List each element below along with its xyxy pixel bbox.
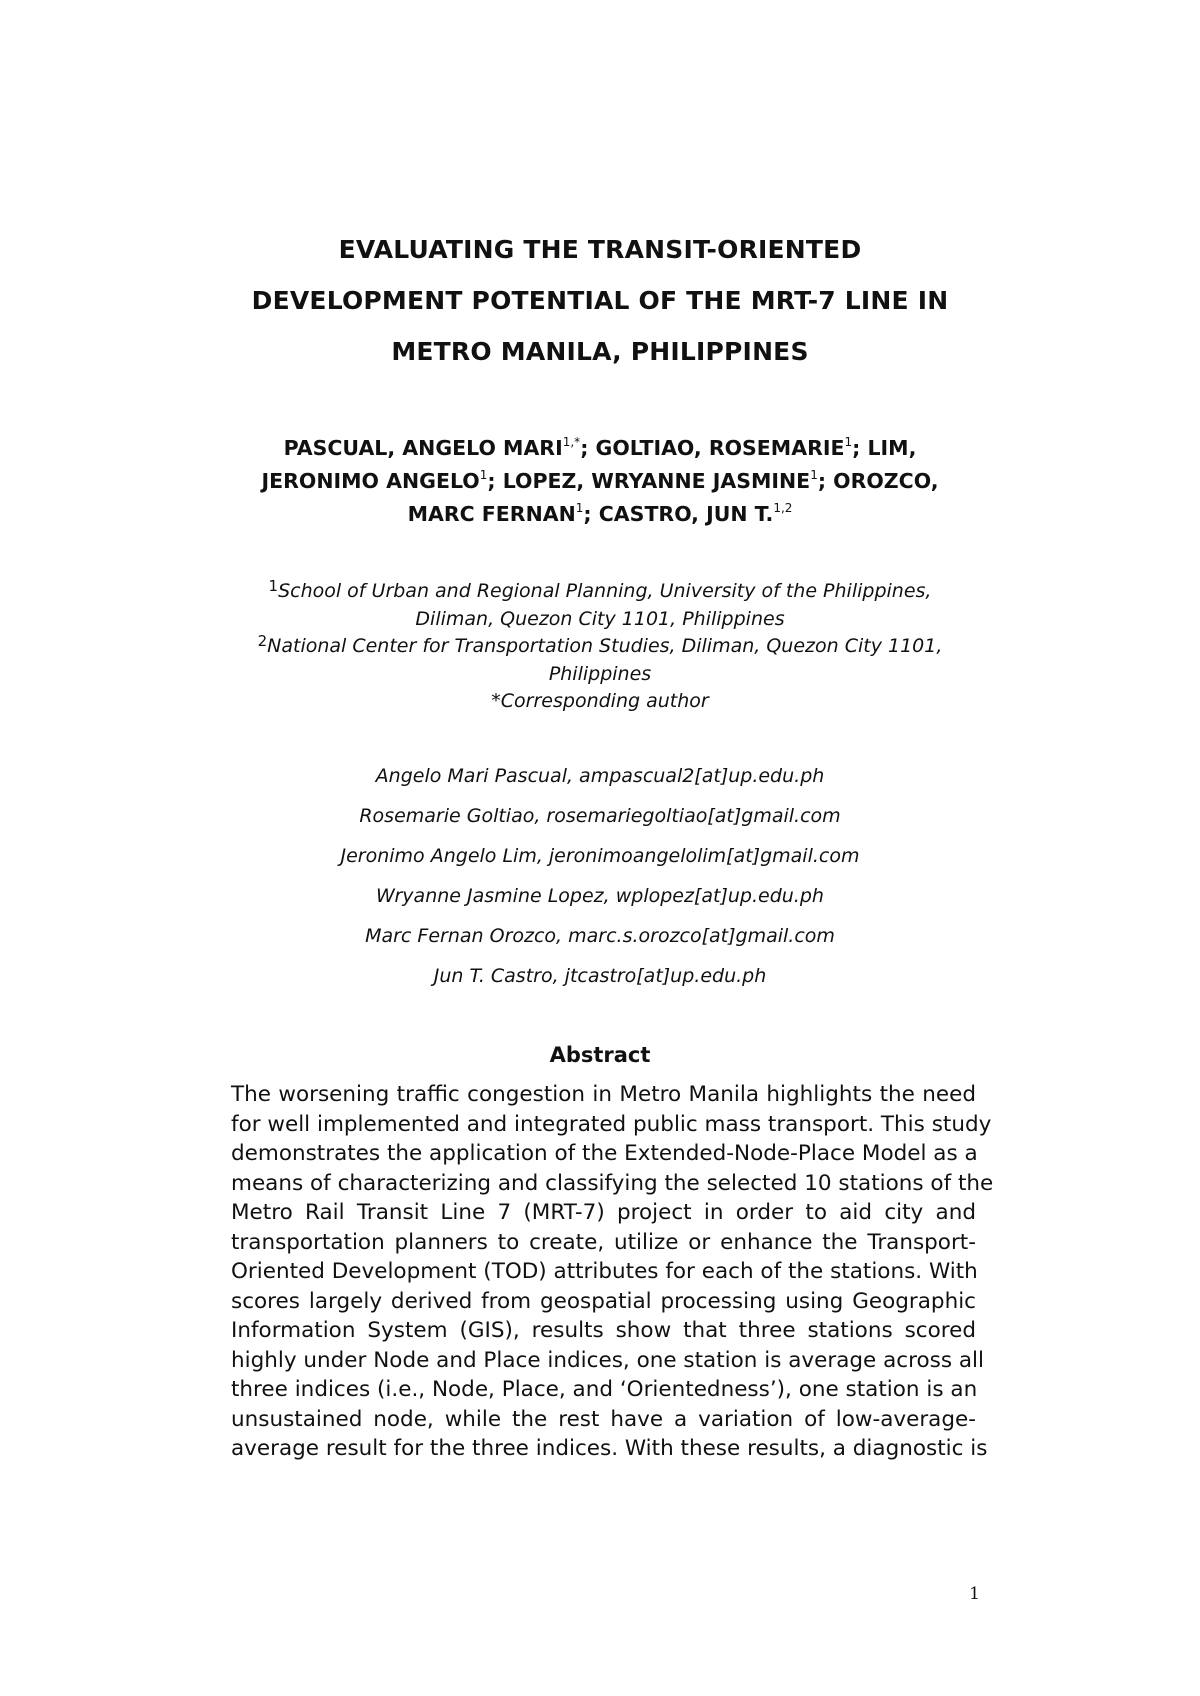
affiliation-line [160,578,1040,606]
abstract-line: demonstrates the application of the Extended-Node-Place Model as a [231,1141,978,1166]
abstract-line: Metro Rail Transit Line 7 (MRT-7) project in order to aid city and [231,1200,976,1225]
email-entry: Marc Fernan Orozco, marc.s.orozco[at]gmail.com [365,925,835,947]
author-name: LIM, [867,436,917,460]
abstract-line: highly under Node and Place indices, one station is average across all [231,1347,984,1373]
author-affiliation-marker: 1 [810,468,818,482]
abstract-body [231,1080,994,1464]
affiliations [160,578,1040,716]
author-separator: ; [852,436,868,460]
email-entry: Angelo Mari Pascual, ampascual2[at]up.edu.ph [375,765,825,787]
email-entry: Wryanne Jasmine Lopez, wplopez[at]up.edu.ph [376,885,824,907]
abstract-line: means of characterizing and classifying the selected 10 stations of the [231,1170,994,1196]
author-emails [200,756,1000,996]
affiliation-marker: 1 [268,577,279,595]
author-affiliation-marker: 1 [479,468,488,482]
abstract-line: transportation planners to create, utilize or enhance the Transport- [231,1229,976,1255]
affiliation-text: National Center for Transportation Studies, Diliman, Quezon City 1101, [267,635,943,657]
affiliation-text: School of Urban and Regional Planning, University of the Philippines, [278,580,932,602]
author-name: JERONIMO ANGELO [261,469,480,493]
abstract-line: for well implemented and integrated public mass transport. This study [231,1111,992,1137]
author-name: OROZCO, [833,469,939,493]
author-affiliation-marker: 1,2 [773,501,793,515]
email-entry: Rosemarie Goltiao, rosemariegoltiao[at]gmail.com [359,805,841,827]
paper-title [200,224,1000,377]
abstract-line: unsustained node, while the rest have a variation of low-average- [231,1406,976,1432]
author-name: CASTRO, JUN T. [598,502,774,526]
abstract-line: Oriented Development (TOD) attributes for each of the stations. With [231,1259,978,1284]
affiliation-text: Diliman, Quezon City 1101, Philippines [415,607,785,630]
affiliation-text: Philippines [548,662,652,685]
author-separator: ; [487,469,503,493]
abstract-line: The worsening traffic congestion in Metro Manila highlights the need [231,1082,976,1107]
author-name: PASCUAL, ANGELO MARI [283,436,563,460]
affiliation-marker: 2 [257,632,268,650]
author-list [180,432,1020,531]
author-name: MARC FERNAN [407,502,576,526]
author-affiliation-marker: 1 [844,435,853,449]
affiliation-line [160,633,1040,661]
author-line [180,432,1020,465]
author-line [180,498,1020,531]
abstract-line: Information System (GIS), results show that three stations scored [231,1318,976,1343]
title-line: METRO MANILA, PHILIPPINES [391,337,809,366]
abstract-line: average result for the three indices. With these results, a diagnostic is [231,1436,988,1461]
author-separator: ; [817,469,834,493]
abstract-line: scores largely derived from geospatial processing using Geographic [231,1288,976,1314]
author-separator: ; [580,436,596,460]
email-entry: Jun T. Castro, jtcastro[at]up.edu.ph [433,965,767,987]
corresponding-author-note: *Corresponding author [491,690,709,712]
abstract-heading: Abstract [549,1043,651,1067]
email-entry: Jeronimo Angelo Lim, jeronimoangelolim[at]gmail.com [340,845,860,867]
author-line [180,465,1020,498]
author-separator: ; [583,502,599,526]
author-name: LOPEZ, WRYANNE JASMINE [502,469,811,493]
page-number: 1 [969,1584,980,1604]
author-affiliation-marker: 1 [575,501,584,515]
title-line: EVALUATING THE TRANSIT-ORIENTED [338,235,862,264]
author-affiliation-marker: 1,* [562,435,581,449]
affiliation-line [160,661,1040,689]
author-name: GOLTIAO, ROSEMARIE [595,436,845,460]
title-line: DEVELOPMENT POTENTIAL OF THE MRT-7 LINE IN [251,286,949,315]
abstract-line: three indices (i.e., Node, Place, and ‘Orientedness’), one station is an [231,1377,978,1402]
affiliation-line [160,606,1040,634]
